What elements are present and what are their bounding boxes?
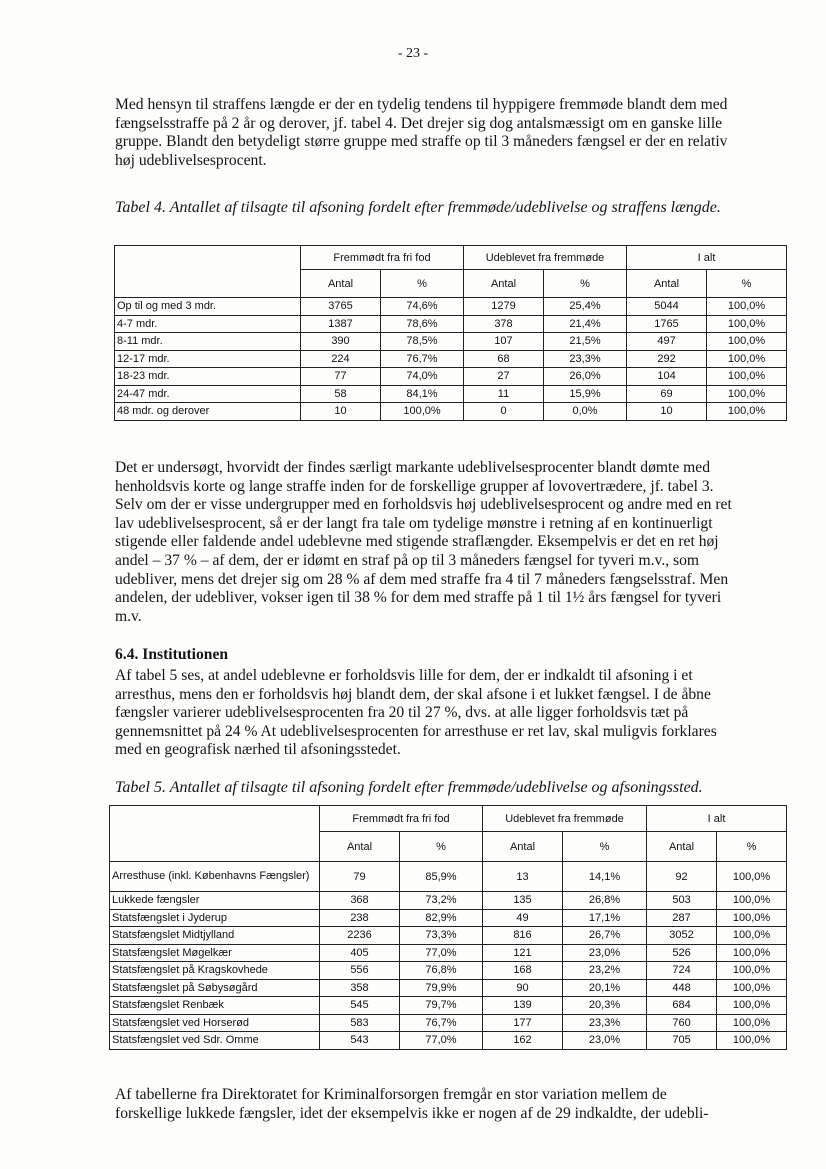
table-cell: 76,8% xyxy=(400,962,483,980)
table-row xyxy=(115,385,787,403)
table-cell: 705 xyxy=(647,1032,717,1050)
row-label: Arresthuse (inkl. Københavns Fængsler) xyxy=(110,862,320,892)
row-label: Statsfængslet på Kragskovhede xyxy=(110,962,320,980)
table-cell: 100,0% xyxy=(717,997,787,1015)
table4-group-header: Udeblevet fra fremmøde xyxy=(464,246,627,270)
table4-caption: Tabel 4. Antallet af tilsagte til afsoning fordelt efter fremmøde/udeblivelse og straffens længde. xyxy=(115,199,721,216)
table-cell: 3052 xyxy=(647,927,717,945)
table-cell: 23,3% xyxy=(544,350,627,368)
table-row xyxy=(110,862,787,892)
table-row xyxy=(110,962,787,980)
table-cell: 100,0% xyxy=(717,892,787,910)
table-cell: 100,0% xyxy=(717,1014,787,1032)
table-cell: 100,0% xyxy=(381,403,464,421)
table-cell: 390 xyxy=(301,333,381,351)
table-cell: 724 xyxy=(647,962,717,980)
table-cell: 1765 xyxy=(627,315,707,333)
table-cell: 100,0% xyxy=(717,1032,787,1050)
table-cell: 0 xyxy=(464,403,544,421)
row-label: Lukkede fængsler xyxy=(110,892,320,910)
table4-sub-header: % xyxy=(707,270,787,298)
table-cell: 49 xyxy=(483,909,563,927)
table-cell: 1279 xyxy=(464,298,544,316)
paragraph-direktoratet: Af tabellerne fra Direktoratet for Kriminalforsorgen fremgår en stor variation mellem de forskellige lukkede fængsler, idet der eksempelvis ikke er nogen af de 29 indkaldte, der udebli- xyxy=(115,1086,709,1122)
table-cell: 177 xyxy=(483,1014,563,1032)
table5-group-header: Fremmødt fra fri fod xyxy=(320,806,483,832)
table-cell: 448 xyxy=(647,979,717,997)
table-cell: 100,0% xyxy=(717,962,787,980)
table4-group-header: I alt xyxy=(627,246,787,270)
table-cell: 74,0% xyxy=(381,368,464,386)
table5-sub-header: % xyxy=(563,832,647,862)
table-cell: 85,9% xyxy=(400,862,483,892)
table-cell: 816 xyxy=(483,927,563,945)
row-label: 48 mdr. og derover xyxy=(115,403,301,421)
table-cell: 10 xyxy=(627,403,707,421)
table-cell: 1387 xyxy=(301,315,381,333)
table-row xyxy=(115,315,787,333)
table-cell: 78,6% xyxy=(381,315,464,333)
table-cell: 21,4% xyxy=(544,315,627,333)
table-cell: 77,0% xyxy=(400,1032,483,1050)
table4-sub-header: Antal xyxy=(301,270,381,298)
row-label: Statsfængslet ved Horserød xyxy=(110,1014,320,1032)
table-cell: 100,0% xyxy=(707,315,787,333)
table5-group-header-row xyxy=(110,806,787,832)
table-cell: 23,2% xyxy=(563,962,647,980)
paragraph-undersoegelse: Det er undersøgt, hvorvidt der findes særligt markante udeblivelsesprocenter blandt dømte med henholdsvis korte og lange straffe inden for de forskellige grupper af lovovertrædere, jf. tabel 3. Selv om der er visse undergrupper med en forholdsvis høj udeblivelsesprocent og andre med en ret lav udeblivelsesprocent, så er der langt fra tale om tydelige mønstre i retning af en kontinuerligt stigende eller faldende andel udeblevne med stigende straflængder. Eksempelvis er det en ret høj andel – 37 % – af dem, der er idømt en straf på op til 3 måneders fængsel for tyveri m.v., som udebliver, mens det drejer sig om 28 % af dem med straffe fra 4 til 7 måneders fængselsstraf. Men andelen, der udebliver, vokser igen til 38 % for dem med straffe på 1 til 1½ års fængsel for tyveri m.v. xyxy=(115,459,732,625)
table-cell: 545 xyxy=(320,997,400,1015)
table4-group-header-row xyxy=(115,246,787,270)
table-cell: 100,0% xyxy=(707,298,787,316)
table-cell: 79,7% xyxy=(400,997,483,1015)
table5-corner-cell xyxy=(110,806,320,832)
table-cell: 20,3% xyxy=(563,997,647,1015)
table-cell: 2236 xyxy=(320,927,400,945)
table-cell: 378 xyxy=(464,315,544,333)
row-label: 12-17 mdr. xyxy=(115,350,301,368)
table-cell: 168 xyxy=(483,962,563,980)
row-label: 24-47 mdr. xyxy=(115,385,301,403)
table-row xyxy=(110,892,787,910)
table5-corner-cell xyxy=(110,832,320,862)
table-row xyxy=(110,1014,787,1032)
table-cell: 14,1% xyxy=(563,862,647,892)
table-cell: 27 xyxy=(464,368,544,386)
table-cell: 82,9% xyxy=(400,909,483,927)
table-cell: 107 xyxy=(464,333,544,351)
table-cell: 68 xyxy=(464,350,544,368)
table-cell: 497 xyxy=(627,333,707,351)
table-cell: 77,0% xyxy=(400,944,483,962)
row-label: Statsfængslet på Søbysøgård xyxy=(110,979,320,997)
table-cell: 79 xyxy=(320,862,400,892)
table-cell: 26,7% xyxy=(563,927,647,945)
table-cell: 0,0% xyxy=(544,403,627,421)
table-cell: 100,0% xyxy=(707,350,787,368)
table-cell: 76,7% xyxy=(400,1014,483,1032)
table4-sub-header: Antal xyxy=(627,270,707,298)
table5-sub-header: % xyxy=(400,832,483,862)
table-row xyxy=(115,368,787,386)
table-cell: 100,0% xyxy=(707,333,787,351)
table-cell: 100,0% xyxy=(707,368,787,386)
table4-sub-header: % xyxy=(544,270,627,298)
table5-sub-header-row xyxy=(110,832,787,862)
table-cell: 25,4% xyxy=(544,298,627,316)
table-row xyxy=(110,1032,787,1050)
row-label: Statsfængslet ved Sdr. Omme xyxy=(110,1032,320,1050)
table-row xyxy=(115,298,787,316)
table5-caption: Tabel 5. Antallet af tilsagte til afsoning fordelt efter fremmøde/udeblivelse og afsoningssted. xyxy=(115,779,703,796)
table-row xyxy=(110,909,787,927)
paragraph-straffens-laengde: Med hensyn til straffens længde er der en tydelig tendens til hyppigere fremmøde blandt dem med fængselsstraffe på 2 år og derover, jf. tabel 4. Det drejer sig dog antalsmæssigt om en ganske lille gruppe. Blandt den betydeligt større gruppe med straffe op til 3 måneders fængsel er der en relativ høj udeblivelsesprocent. xyxy=(115,96,728,169)
row-label: Statsfængslet Midtjylland xyxy=(110,927,320,945)
table5-sub-header: Antal xyxy=(647,832,717,862)
table-cell: 684 xyxy=(647,997,717,1015)
table-cell: 368 xyxy=(320,892,400,910)
table-cell: 73,2% xyxy=(400,892,483,910)
table-cell: 100,0% xyxy=(717,944,787,962)
table-cell: 543 xyxy=(320,1032,400,1050)
table-cell: 79,9% xyxy=(400,979,483,997)
row-label: Statsfængslet i Jyderup xyxy=(110,909,320,927)
table-cell: 358 xyxy=(320,979,400,997)
table-row xyxy=(115,333,787,351)
row-label: 4-7 mdr. xyxy=(115,315,301,333)
table5-group-header: I alt xyxy=(647,806,787,832)
table-cell: 11 xyxy=(464,385,544,403)
table-cell: 20,1% xyxy=(563,979,647,997)
table4-sub-header: % xyxy=(381,270,464,298)
table-cell: 76,7% xyxy=(381,350,464,368)
table4-sub-header: Antal xyxy=(464,270,544,298)
section-heading: 6.4. Institutionen xyxy=(115,646,229,663)
table-cell: 100,0% xyxy=(707,385,787,403)
table-cell: 84,1% xyxy=(381,385,464,403)
table-cell: 26,0% xyxy=(544,368,627,386)
table4-sub-header-row xyxy=(115,270,787,298)
table-cell: 3765 xyxy=(301,298,381,316)
page-number: - 23 - xyxy=(397,46,429,61)
table4-corner-cell xyxy=(115,270,301,298)
row-label: 18-23 mdr. xyxy=(115,368,301,386)
table-cell: 556 xyxy=(320,962,400,980)
table-cell: 10 xyxy=(301,403,381,421)
table-row xyxy=(110,997,787,1015)
row-label: Statsfængslet Møgelkær xyxy=(110,944,320,962)
table4-body xyxy=(115,298,787,421)
table-cell: 287 xyxy=(647,909,717,927)
table-cell: 13 xyxy=(483,862,563,892)
table5-sub-header: Antal xyxy=(483,832,563,862)
table-cell: 405 xyxy=(320,944,400,962)
row-label: Op til og med 3 mdr. xyxy=(115,298,301,316)
table-cell: 15,9% xyxy=(544,385,627,403)
table-cell: 100,0% xyxy=(707,403,787,421)
table-cell: 23,3% xyxy=(563,1014,647,1032)
table-cell: 526 xyxy=(647,944,717,962)
table-cell: 238 xyxy=(320,909,400,927)
row-label: 8-11 mdr. xyxy=(115,333,301,351)
table-cell: 92 xyxy=(647,862,717,892)
row-label: Statsfængslet Renbæk xyxy=(110,997,320,1015)
table-cell: 23,0% xyxy=(563,1032,647,1050)
table-cell: 503 xyxy=(647,892,717,910)
table5-body xyxy=(110,862,787,1050)
table-row xyxy=(110,927,787,945)
table-cell: 104 xyxy=(627,368,707,386)
table4-corner-cell xyxy=(115,246,301,270)
table5 xyxy=(109,805,787,1050)
table4 xyxy=(114,245,787,421)
table-cell: 74,6% xyxy=(381,298,464,316)
table-cell: 23,0% xyxy=(563,944,647,962)
table-cell: 100,0% xyxy=(717,862,787,892)
table-cell: 292 xyxy=(627,350,707,368)
table-cell: 760 xyxy=(647,1014,717,1032)
table-cell: 224 xyxy=(301,350,381,368)
table-cell: 17,1% xyxy=(563,909,647,927)
table-cell: 58 xyxy=(301,385,381,403)
table-cell: 121 xyxy=(483,944,563,962)
paragraph-institutionen: Af tabel 5 ses, at andel udeblevne er forholdsvis lille for dem, der er indkaldt til afsoning i et arresthus, mens den er forholdsvis høj blandt dem, der skal afsone i et lukket fængsel. I de åbne fængsler varierer udeblivelsesprocenten fra 20 til 27 %, dvs. at alle ligger forholdsvis tæt på gennemsnittet på 24 % At udeblivelsesprocenten for arresthuse er ret lav, skal muligvis forklares med en geografisk nærhed til afsoningsstedet. xyxy=(115,667,717,759)
table-row xyxy=(110,944,787,962)
table-cell: 135 xyxy=(483,892,563,910)
table5-sub-header: % xyxy=(717,832,787,862)
table-cell: 100,0% xyxy=(717,909,787,927)
table-row xyxy=(110,979,787,997)
table-cell: 21,5% xyxy=(544,333,627,351)
table-row xyxy=(115,403,787,421)
table5-sub-header: Antal xyxy=(320,832,400,862)
table-cell: 73,3% xyxy=(400,927,483,945)
table-cell: 78,5% xyxy=(381,333,464,351)
table-cell: 69 xyxy=(627,385,707,403)
table4-group-header: Fremmødt fra fri fod xyxy=(301,246,464,270)
table-cell: 100,0% xyxy=(717,979,787,997)
table-cell: 77 xyxy=(301,368,381,386)
table-row xyxy=(115,350,787,368)
table-cell: 100,0% xyxy=(717,927,787,945)
table5-group-header: Udeblevet fra fremmøde xyxy=(483,806,647,832)
table-cell: 5044 xyxy=(627,298,707,316)
table-cell: 162 xyxy=(483,1032,563,1050)
table-cell: 583 xyxy=(320,1014,400,1032)
table-cell: 26,8% xyxy=(563,892,647,910)
table-cell: 139 xyxy=(483,997,563,1015)
table-cell: 90 xyxy=(483,979,563,997)
